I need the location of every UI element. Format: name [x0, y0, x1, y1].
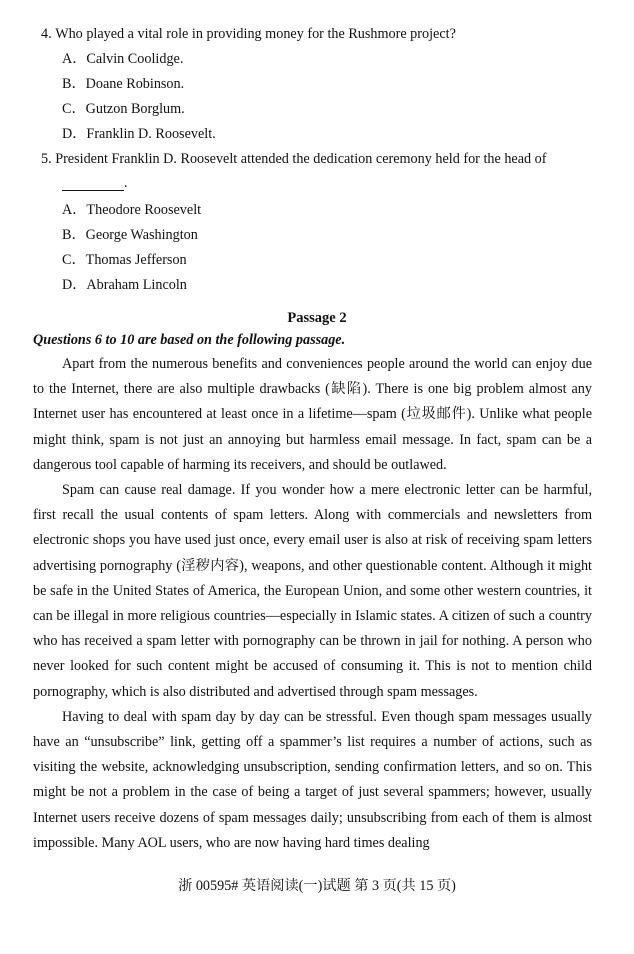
q5-option-d: D．Abraham Lincoln — [62, 277, 187, 293]
q5-option-a: A．Theodore Roosevelt — [62, 202, 202, 218]
question-4 — [41, 24, 601, 44]
q5-option-b: B．George Washington — [62, 227, 198, 243]
q5-option-c: C．Thomas Jefferson — [62, 252, 187, 268]
answer-blank — [62, 178, 124, 191]
question-5 — [41, 149, 601, 169]
question-number: 5. — [41, 151, 52, 167]
blank-period: . — [124, 175, 128, 191]
q4-option-d: D．Franklin D. Roosevelt. — [62, 126, 216, 142]
paragraph-3: Having to deal with spam day by day can be stressful. Even though spam messages usually have an “unsubscribe” link, getting off a spammer’s list requires a number of actions, such as visiting the website, acknowledging unsubscription, sending confirmation letters, and so on. This might be not a problem in the case of being a target of just several spammers; however, usually Internet users receive dozens of spam messages daily; unsubscribing from each of them is almost impossible. Many AOL users, who are now having hard times dealing — [33, 708, 592, 851]
question-text: President Franklin D. Roosevelt attended the dedication ceremony held for the head of — [55, 151, 547, 167]
paragraph-2: Spam can cause real damage. If you wonder how a mere electronic letter can be harmful, first recall the usual contents of spam letters. Along with commercials and newsletters from electronic shops you have used just once, every email user is also at risk of receiving spam letters advertising pornography (淫秽内容), weapons, and other questionable content. Although it might be safe in the United States of America, the European Union, and some other western countries, it can be illegal in more religious countries—especially in Islamic states. A citizen of such a country who has received a spam letter with pornography can be thrown in jail for nothing. A person who never looked for such content might be accused of consuming it. This is not to mention child pornography, which is also distributed and advertised through spam messages. — [33, 482, 592, 700]
q4-option-c: C．Gutzon Borglum. — [62, 101, 185, 117]
question-number: 4. — [41, 26, 52, 42]
passage-body — [33, 352, 592, 856]
q4-option-a: A．Calvin Coolidge. — [62, 51, 184, 67]
question-text: Who played a vital role in providing money for the Rushmore project? — [55, 26, 456, 42]
page-footer: 浙 00595# 英语阅读(一)试题 第 3 页(共 15 页) — [178, 878, 456, 894]
paragraph-1: Apart from the numerous benefits and conveniences people around the world can enjoy due to the Internet, there are also multiple drawbacks (缺陷). There is one big problem almost any Internet user has encountered at least once in a lifetime—spam (垃圾邮件). Unlike what people might think, spam is not just an annoying but harmless email message. In fact, spam can be a dangerous tool capable of harming its receivers, and should be outlawed. — [33, 356, 592, 473]
q4-option-b: B．Doane Robinson. — [62, 76, 185, 92]
passage-title: Passage 2 — [287, 310, 347, 326]
passage-instruction: Questions 6 to 10 are based on the following passage. — [33, 332, 346, 348]
